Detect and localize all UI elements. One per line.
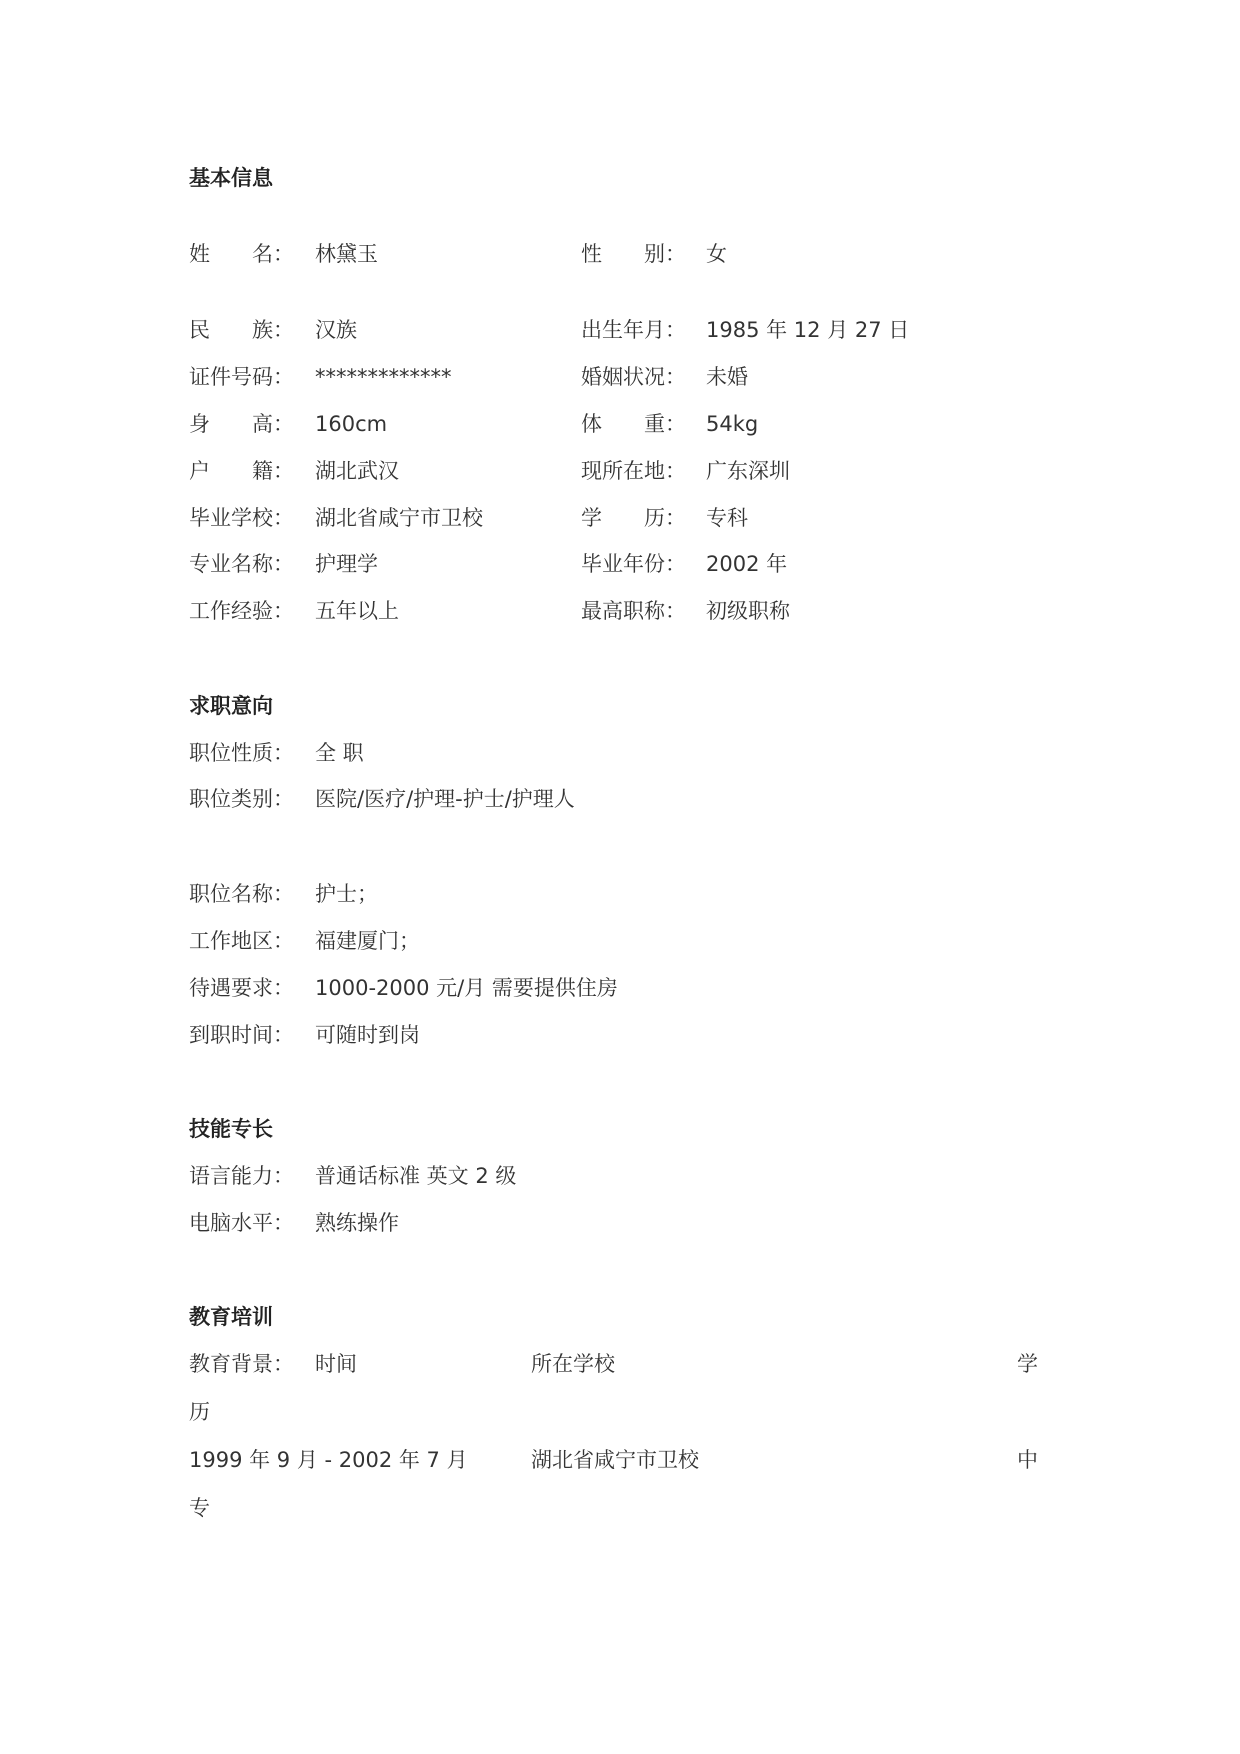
field-value: 广东深圳 [706, 459, 790, 483]
field-value: 护士； [315, 882, 378, 906]
field-value: 未婚 [706, 365, 748, 389]
section-title-job-intent: 求职意向 [189, 694, 273, 718]
field-value: 林黛玉 [315, 242, 378, 266]
field-label: 到职时间： [189, 1023, 294, 1047]
field-label: 职位名称： [189, 882, 294, 906]
field-label: 待遇要求： [189, 976, 294, 1000]
field-label: 职位类别： [189, 787, 294, 811]
section-title-basic-info: 基本信息 [189, 166, 273, 190]
education-entry-degree-part-a: 中 [1017, 1448, 1038, 1472]
field-value: 湖北武汉 [315, 459, 399, 483]
field-value: 湖北省咸宁市卫校 [315, 506, 483, 530]
field-label: 现所在地： [581, 459, 686, 483]
education-entry-degree-part-b: 专 [189, 1496, 210, 1520]
field-value: 160cm [315, 412, 388, 436]
field-label: 体 重： [581, 412, 686, 436]
field-value: 熟练操作 [315, 1211, 399, 1235]
field-value: 女 [706, 242, 727, 266]
education-header-degree-part-b: 历 [189, 1400, 210, 1424]
field-value: 2002 年 [706, 552, 788, 576]
field-label: 证件号码： [189, 365, 294, 389]
field-value: 54kg [706, 412, 759, 436]
field-value: ************* [315, 365, 452, 389]
field-value: 全 职 [315, 741, 364, 765]
education-entry-school: 湖北省咸宁市卫校 [531, 1448, 699, 1472]
field-label: 出生年月： [581, 318, 686, 342]
field-label: 毕业年份： [581, 552, 686, 576]
field-label: 语言能力： [189, 1164, 294, 1188]
field-value: 1000-2000 元/月 需要提供住房 [315, 976, 618, 1000]
field-label: 工作地区： [189, 929, 294, 953]
field-label: 性 别： [581, 242, 686, 266]
field-value: 初级职称 [706, 599, 790, 623]
field-value: 五年以上 [315, 599, 399, 623]
education-background-label: 教育背景： [189, 1352, 294, 1376]
field-label: 专业名称： [189, 552, 294, 576]
field-label: 毕业学校： [189, 506, 294, 530]
education-header-school: 所在学校 [531, 1352, 615, 1376]
section-title-education: 教育培训 [189, 1305, 273, 1329]
field-value: 1985 年 12 月 27 日 [706, 318, 910, 342]
field-label: 姓 名： [189, 242, 294, 266]
field-label: 最高职称： [581, 599, 686, 623]
field-value: 福建厦门； [315, 929, 420, 953]
field-label: 工作经验： [189, 599, 294, 623]
field-value: 汉族 [315, 318, 357, 342]
field-label: 身 高： [189, 412, 294, 436]
field-value: 普通话标准 英文 2 级 [315, 1164, 517, 1188]
field-value: 专科 [706, 506, 748, 530]
field-label: 婚姻状况： [581, 365, 686, 389]
education-entry-time: 1999 年 9 月 - 2002 年 7 月 [189, 1448, 468, 1472]
education-header-degree-part-a: 学 [1017, 1352, 1038, 1376]
field-value: 医院/医疗/护理-护士/护理人 [315, 787, 575, 811]
field-label: 职位性质： [189, 741, 294, 765]
field-label: 户 籍： [189, 459, 294, 483]
education-header-time: 时间 [315, 1352, 357, 1376]
field-label: 学 历： [581, 506, 686, 530]
field-value: 可随时到岗 [315, 1023, 420, 1047]
field-label: 电脑水平： [189, 1211, 294, 1235]
field-value: 护理学 [315, 552, 378, 576]
section-title-skills: 技能专长 [189, 1117, 273, 1141]
field-label: 民 族： [189, 318, 294, 342]
